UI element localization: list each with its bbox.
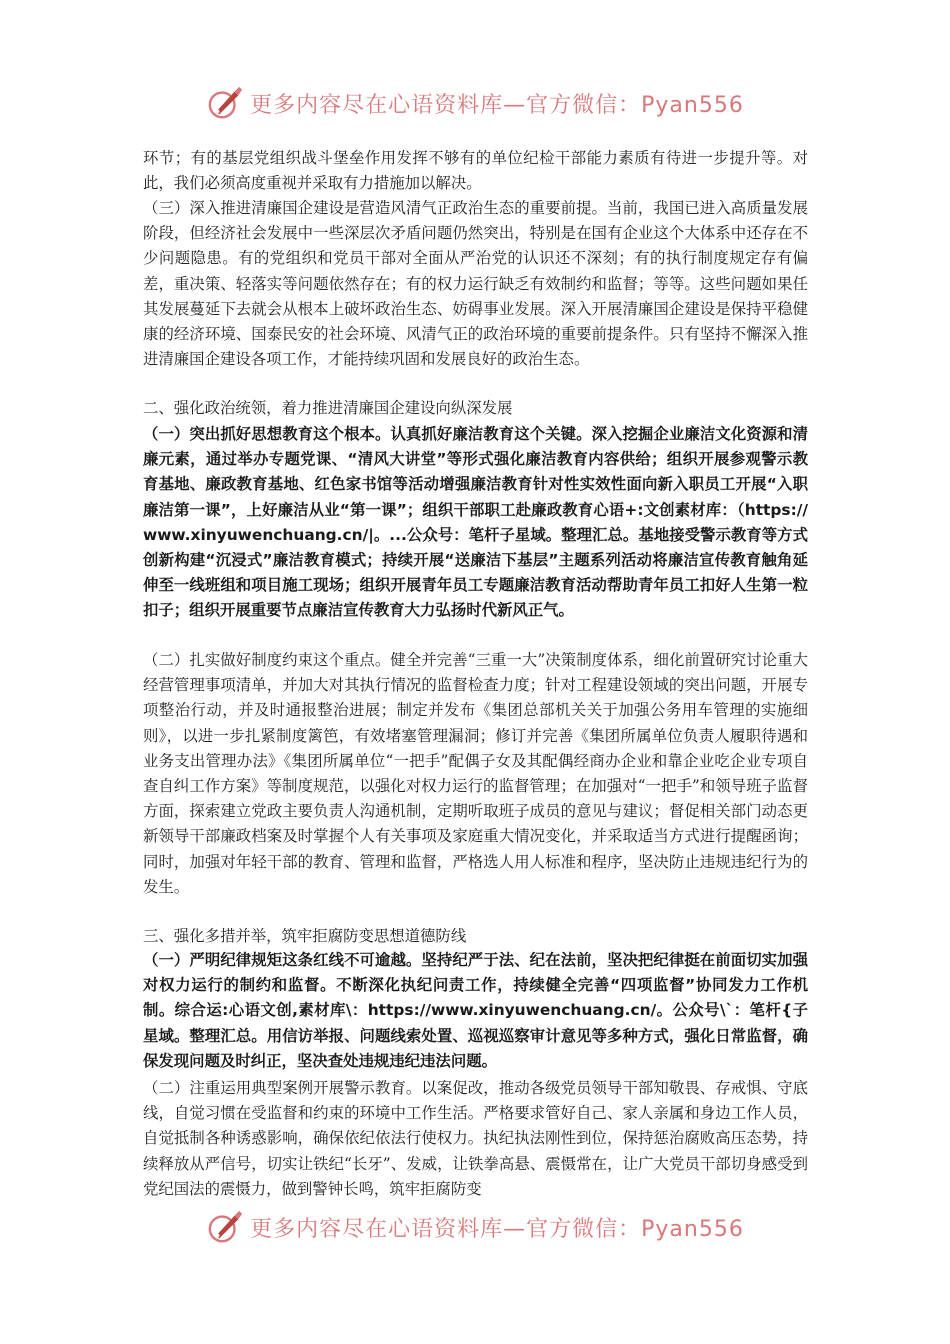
paragraph: 环节；有的基层党组织战斗堡垒作用发挥不够有的单位纪检干部能力素质有待进一步提升等。对此，我们必须高度重视并采取有力措施加以解决。 [143,149,808,193]
paragraph-bold: （一）突出抓好思想教育这个根本。认真抓好廉洁教育这个关键。深入挖掘企业廉洁文化资源和清廉元素，通过举办专题党课、“清风大讲堂”等形式强化廉洁教育内容供给；组织开展参观警示教育基地、廉政教育基地、红色家书馆等活动增强廉洁教育针对性实效性面向新入职员工开展“入职廉洁第一课”，上好廉洁从业“第一课”；组织干部职工赴廉政教育心语+:文创素材库：（https://www.xinyuwenchuang.cn/|。...公众号：笔杆子星域。整理汇总。基地接受警示教育等方式创新构建“沉浸式”廉洁教育模式；持续开展“送廉洁下基层”主题系列活动将廉洁宣传教育触角延伸至一线班组和项目施工现场；组织开展青年员工专题廉洁教育活动帮助青年员工扣好人生第一粒扣子；组织开展重要节点廉洁宣传教育大力弘扬时代新风正气。 [143,425,808,620]
banner-text: 更多内容尽在心语资料库—官方微信：Pyan556 [250,92,744,118]
footer-banner [0,1202,950,1252]
section-heading: 二、强化政治统领，着力推进清廉国企建设向纵深发展 [143,399,513,417]
paragraph: （二）扎实做好制度约束这个重点。健全并完善“三重一大”决策制度体系，细化前置研究讨论重大经营管理事项清单，并加大对其执行情况的监督检查力度；针对工程建设领域的突出问题，开展专项整治行动，并及时通报整治进展；制定并发布《集团总部机关关于加强公务用车管理的实施细则》，以进一步扎紧制度篱笆，有效堵塞管理漏洞；修订并完善《集团所属单位负责人履职待遇和业务支出管理办法》《集团所属单位“一把手”配偶子女及其配偶经商办企业和靠企业吃企业专项自查自纠工作方案》等制度规范，以强化对权力运行的监督管理；在加强对“一把手”和领导班子监督方面，探索建立党政主要负责人沟通机制，定期听取班子成员的意见与建议；督促相关部门动态更新领导干部廉政档案及时掌握个人有关事项及家庭重大情况变化，并采取适当方式进行提醒函询；同时，加强对年轻干部的教育、管理和监督，严格选人用人标准和程序，坚决防止违规违纪行为的发生。 [143,651,808,896]
paragraph-bold: （一）严明纪律规矩这条红线不可逾越。坚持纪严于法、纪在法前，坚决把纪律挺在前面切实加强对权力运行的制约和监督。不断深化执纪问责工作，持续健全完善“四项监督”协同发力工作机制。综合运:心语文创,素材库\：https://www.xinyuwenchuang.cn/。公众号\`：笔杆{子星域。整理汇总。用信访举报、问题线索处置、巡视巡察审计意见等多种方式，强化日常监督，确保发现问题及时纠正，坚决查处违规违纪违法问题。 [143,951,808,1070]
paragraph: （三）深入推进清廉国企建设是营造风清气正政治生态的重要前提。当前，我国已进入高质量发展阶段，但经济社会发展中一些深层次矛盾问题仍然突出，特别是在国有企业这个大体系中还存在不少问题隐患。有的党组织和党员干部对全面从严治党的认识还不深刻；有的执行制度规定存有偏差，重决策、轻落实等问题依然存在；有的权力运行缺乏有效制约和监督；等等。这些问题如果任其发展蔓延下去就会从根本上破坏政治生态、妨碍事业发展。深入开展清廉国企建设是保持平稳健康的经济环境、国泰民安的社会环境、风清气正的政治环境的重要前提条件。只有坚持不懈深入推进清廉国企建设各项工作，才能持续巩固和发展良好的政治生态。 [143,199,808,369]
section-heading: 三、强化多措并举，筑牢拒腐防变思想道德防线 [143,927,467,945]
document-body [143,146,808,1202]
fountain-pen-icon [206,84,244,122]
banner-text: 更多内容尽在心语资料库—官方微信：Pyan556 [250,1216,744,1242]
header-banner [0,78,950,128]
fountain-pen-icon [206,1208,244,1246]
paragraph: （二）注重运用典型案例开展警示教育。以案促改，推动各级党员领导干部知敬畏、存戒惧、守底线，自觉习惯在受监督和约束的环境中工作生活。严格要求管好自己、家人亲属和身边工作人员，自觉抵制各种诱惑影响，确保依纪依法行使权力。执纪执法刚性到位，保持惩治腐败高压态势，持续释放从严信号，切实让铁纪“长牙”、发威，让铁拳高悬、震慑常在，让广大党员干部切身感受到党纪国法的震慑力，做到警钟长鸣，筑牢拒腐防变 [143,1079,808,1198]
